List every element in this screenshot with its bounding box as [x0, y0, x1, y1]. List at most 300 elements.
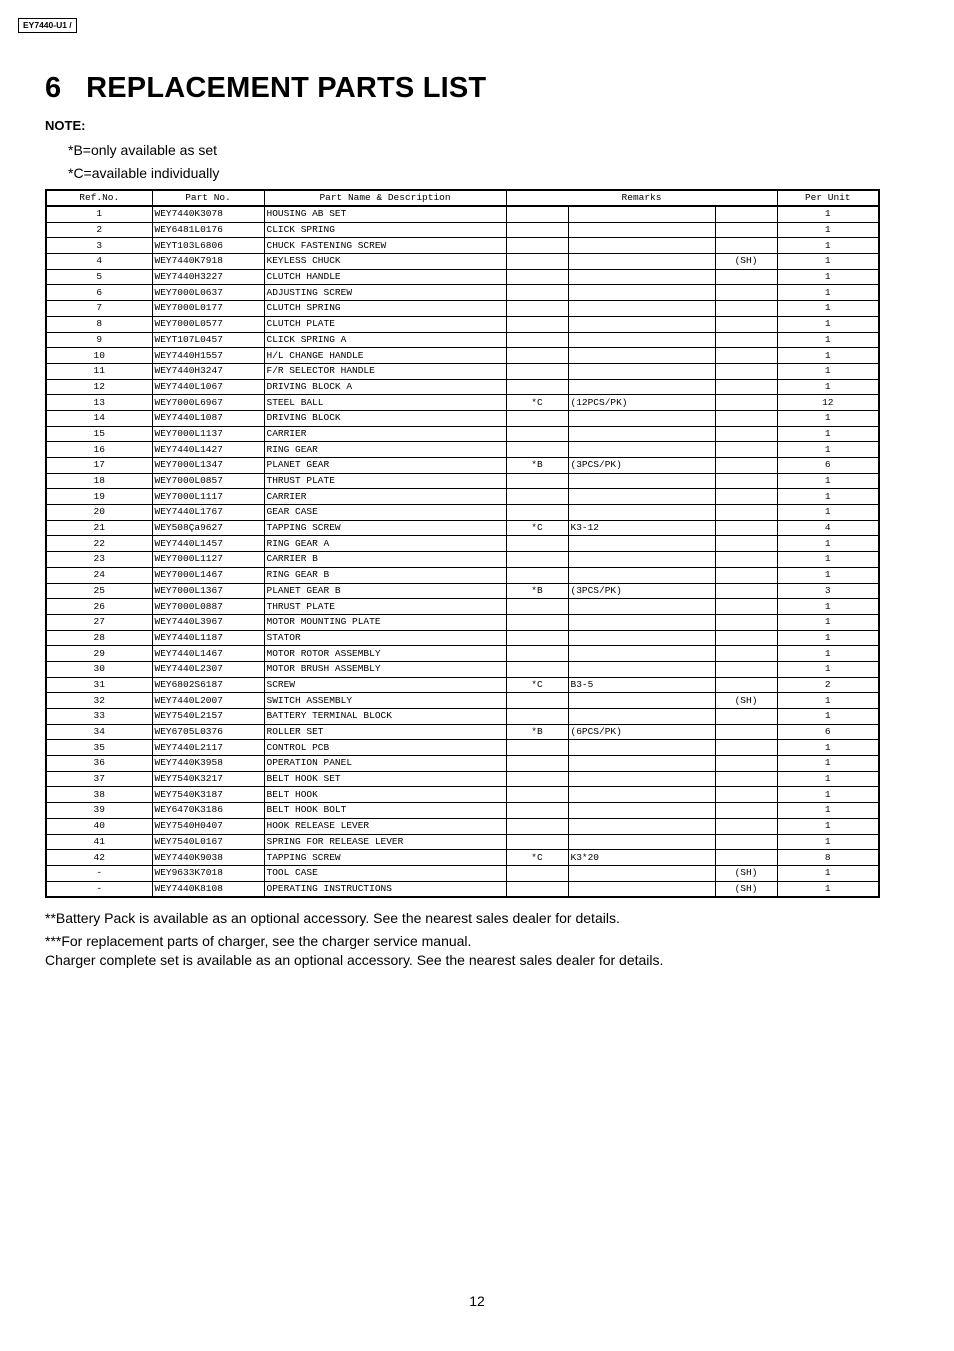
per-unit-cell: 1: [777, 238, 879, 254]
per-unit-cell: 1: [777, 301, 879, 317]
part-name-cell: CLICK SPRING A: [264, 332, 506, 348]
ref-no-cell: 20: [46, 505, 152, 521]
per-unit-cell: 1: [777, 630, 879, 646]
per-unit-cell: 3: [777, 583, 879, 599]
header-ref-no: Ref.No.: [46, 190, 152, 206]
part-name-cell: SPRING FOR RELEASE LEVER: [264, 834, 506, 850]
availability-cell: [506, 881, 568, 897]
availability-cell: [506, 285, 568, 301]
ref-no-cell: 3: [46, 238, 152, 254]
part-no-cell: WEY7440H3227: [152, 269, 264, 285]
part-name-cell: CLUTCH PLATE: [264, 316, 506, 332]
table-row: [46, 285, 879, 301]
sh-mark-cell: [715, 850, 777, 866]
ref-no-cell: 9: [46, 332, 152, 348]
sh-mark-cell: [715, 599, 777, 615]
remark-cell: [568, 222, 715, 238]
part-name-cell: CARRIER: [264, 426, 506, 442]
remark-cell: (12PCS/PK): [568, 395, 715, 411]
remark-cell: [568, 818, 715, 834]
table-row: [46, 756, 879, 772]
sh-mark-cell: [715, 238, 777, 254]
ref-no-cell: -: [46, 865, 152, 881]
remark-cell: [568, 740, 715, 756]
per-unit-cell: 1: [777, 473, 879, 489]
ref-no-cell: 31: [46, 677, 152, 693]
availability-cell: [506, 222, 568, 238]
part-name-cell: PLANET GEAR: [264, 458, 506, 474]
table-row: [46, 426, 879, 442]
table-row: [46, 222, 879, 238]
availability-cell: [506, 206, 568, 222]
remark-cell: [568, 693, 715, 709]
part-no-cell: WEY7440L2007: [152, 693, 264, 709]
table-row: [46, 818, 879, 834]
part-name-cell: RING GEAR B: [264, 567, 506, 583]
sh-mark-cell: [715, 724, 777, 740]
part-name-cell: GEAR CASE: [264, 505, 506, 521]
availability-cell: *C: [506, 850, 568, 866]
per-unit-cell: 1: [777, 505, 879, 521]
table-row: [46, 395, 879, 411]
ref-no-cell: 19: [46, 489, 152, 505]
sh-mark-cell: [715, 740, 777, 756]
part-no-cell: WEY7000L1347: [152, 458, 264, 474]
ref-no-cell: 33: [46, 709, 152, 725]
availability-cell: [506, 473, 568, 489]
sh-mark-cell: [715, 332, 777, 348]
part-name-cell: HOUSING AB SET: [264, 206, 506, 222]
remark-cell: K3*20: [568, 850, 715, 866]
availability-cell: [506, 740, 568, 756]
table-row: [46, 316, 879, 332]
sh-mark-cell: [715, 489, 777, 505]
per-unit-cell: 1: [777, 614, 879, 630]
ref-no-cell: 11: [46, 363, 152, 379]
availability-cell: [506, 536, 568, 552]
table-row: [46, 473, 879, 489]
table-row: [46, 379, 879, 395]
ref-no-cell: 10: [46, 348, 152, 364]
remark-cell: [568, 426, 715, 442]
ref-no-cell: 15: [46, 426, 152, 442]
per-unit-cell: 1: [777, 285, 879, 301]
part-name-cell: TAPPING SCREW: [264, 850, 506, 866]
availability-cell: [506, 269, 568, 285]
section-number: 6: [45, 72, 62, 104]
part-name-cell: H/L CHANGE HANDLE: [264, 348, 506, 364]
part-name-cell: RING GEAR A: [264, 536, 506, 552]
part-name-cell: BELT HOOK SET: [264, 771, 506, 787]
part-no-cell: WEY7440L2117: [152, 740, 264, 756]
part-no-cell: WEY7440L1087: [152, 410, 264, 426]
table-row: [46, 552, 879, 568]
table-row: [46, 410, 879, 426]
remark-cell: [568, 505, 715, 521]
ref-no-cell: 37: [46, 771, 152, 787]
sh-mark-cell: [715, 222, 777, 238]
part-no-cell: WEY7000L0637: [152, 285, 264, 301]
table-row: [46, 363, 879, 379]
ref-no-cell: 29: [46, 646, 152, 662]
part-name-cell: MOTOR MOUNTING PLATE: [264, 614, 506, 630]
part-name-cell: CLUTCH SPRING: [264, 301, 506, 317]
availability-cell: [506, 567, 568, 583]
part-no-cell: WEY6802S6187: [152, 677, 264, 693]
remark-cell: [568, 301, 715, 317]
parts-table: [45, 189, 880, 898]
ref-no-cell: 22: [46, 536, 152, 552]
table-row: [46, 206, 879, 222]
per-unit-cell: 1: [777, 771, 879, 787]
part-no-cell: WEY7440L1187: [152, 630, 264, 646]
table-row: [46, 599, 879, 615]
part-name-cell: KEYLESS CHUCK: [264, 254, 506, 270]
table-header-row: [46, 190, 879, 206]
part-name-cell: PLANET GEAR B: [264, 583, 506, 599]
per-unit-cell: 1: [777, 646, 879, 662]
per-unit-cell: 1: [777, 536, 879, 552]
charger-note-1: ***For replacement parts of charger, see the charger service manual.: [45, 933, 472, 949]
sh-mark-cell: [715, 505, 777, 521]
ref-no-cell: 35: [46, 740, 152, 756]
availability-cell: [506, 630, 568, 646]
availability-cell: [506, 646, 568, 662]
sh-mark-cell: [715, 787, 777, 803]
availability-cell: [506, 489, 568, 505]
per-unit-cell: 1: [777, 834, 879, 850]
sh-mark-cell: [715, 567, 777, 583]
availability-cell: [506, 614, 568, 630]
part-name-cell: CLICK SPRING: [264, 222, 506, 238]
per-unit-cell: 1: [777, 379, 879, 395]
availability-cell: [506, 238, 568, 254]
note-line-b: *B=only available as set: [68, 142, 218, 158]
ref-no-cell: 16: [46, 442, 152, 458]
sh-mark-cell: [715, 661, 777, 677]
part-name-cell: CHUCK FASTENING SCREW: [264, 238, 506, 254]
remark-cell: [568, 269, 715, 285]
remark-cell: [568, 332, 715, 348]
part-no-cell: WEY7440K9038: [152, 850, 264, 866]
remark-cell: [568, 661, 715, 677]
remark-cell: [568, 771, 715, 787]
part-no-cell: WEYT103L6806: [152, 238, 264, 254]
table-row: [46, 865, 879, 881]
part-name-cell: THRUST PLATE: [264, 599, 506, 615]
sh-mark-cell: (SH): [715, 254, 777, 270]
availability-cell: [506, 771, 568, 787]
sh-mark-cell: [715, 536, 777, 552]
part-name-cell: OPERATING INSTRUCTIONS: [264, 881, 506, 897]
part-name-cell: STEEL BALL: [264, 395, 506, 411]
per-unit-cell: 4: [777, 520, 879, 536]
part-name-cell: MOTOR BRUSH ASSEMBLY: [264, 661, 506, 677]
part-name-cell: BELT HOOK: [264, 787, 506, 803]
ref-no-cell: 12: [46, 379, 152, 395]
remark-cell: B3-5: [568, 677, 715, 693]
note-line-c: *C=available individually: [68, 165, 220, 181]
remark-cell: [568, 803, 715, 819]
sh-mark-cell: [715, 709, 777, 725]
ref-no-cell: 36: [46, 756, 152, 772]
availability-cell: *C: [506, 677, 568, 693]
remark-cell: [568, 614, 715, 630]
ref-no-cell: 7: [46, 301, 152, 317]
availability-cell: [506, 709, 568, 725]
table-row: [46, 771, 879, 787]
part-no-cell: WEY7540K3217: [152, 771, 264, 787]
per-unit-cell: 1: [777, 803, 879, 819]
ref-no-cell: 1: [46, 206, 152, 222]
table-row: [46, 254, 879, 270]
header-per-unit: Per Unit: [777, 190, 879, 206]
part-no-cell: WEY7540H0407: [152, 818, 264, 834]
model-tag: EY7440-U1 /: [18, 18, 77, 33]
remark-cell: [568, 709, 715, 725]
sh-mark-cell: [715, 442, 777, 458]
remark-cell: [568, 787, 715, 803]
remark-cell: (6PCS/PK): [568, 724, 715, 740]
per-unit-cell: 1: [777, 332, 879, 348]
ref-no-cell: 32: [46, 693, 152, 709]
availability-cell: [506, 865, 568, 881]
per-unit-cell: 1: [777, 567, 879, 583]
table-row: [46, 850, 879, 866]
sh-mark-cell: [715, 316, 777, 332]
table-row: [46, 536, 879, 552]
remark-cell: [568, 646, 715, 662]
sh-mark-cell: [715, 348, 777, 364]
table-row: [46, 269, 879, 285]
per-unit-cell: 1: [777, 222, 879, 238]
part-name-cell: SWITCH ASSEMBLY: [264, 693, 506, 709]
part-name-cell: DRIVING BLOCK: [264, 410, 506, 426]
part-no-cell: WEY7440K3078: [152, 206, 264, 222]
availability-cell: [506, 834, 568, 850]
table-row: [46, 677, 879, 693]
sh-mark-cell: [715, 677, 777, 693]
per-unit-cell: 12: [777, 395, 879, 411]
part-no-cell: WEY7000L1127: [152, 552, 264, 568]
availability-cell: [506, 599, 568, 615]
charger-note-2: Charger complete set is available as an optional accessory. See the nearest sales dealer for details.: [45, 952, 664, 968]
per-unit-cell: 1: [777, 254, 879, 270]
sh-mark-cell: [715, 379, 777, 395]
remark-cell: [568, 567, 715, 583]
remark-cell: [568, 552, 715, 568]
ref-no-cell: 2: [46, 222, 152, 238]
ref-no-cell: 38: [46, 787, 152, 803]
per-unit-cell: 1: [777, 206, 879, 222]
part-no-cell: WEY6705L0376: [152, 724, 264, 740]
per-unit-cell: 1: [777, 787, 879, 803]
sh-mark-cell: [715, 630, 777, 646]
part-no-cell: WEY508Ça9627: [152, 520, 264, 536]
remark-cell: [568, 630, 715, 646]
table-row: [46, 458, 879, 474]
remark-cell: [568, 363, 715, 379]
table-row: [46, 724, 879, 740]
ref-no-cell: 42: [46, 850, 152, 866]
remark-cell: [568, 473, 715, 489]
availability-cell: [506, 332, 568, 348]
remark-cell: [568, 756, 715, 772]
remark-cell: [568, 881, 715, 897]
table-row: [46, 881, 879, 897]
remark-cell: [568, 254, 715, 270]
part-name-cell: RING GEAR: [264, 442, 506, 458]
table-row: [46, 567, 879, 583]
part-no-cell: WEY7540L0167: [152, 834, 264, 850]
per-unit-cell: 1: [777, 865, 879, 881]
part-no-cell: WEY7000L1137: [152, 426, 264, 442]
sh-mark-cell: [715, 552, 777, 568]
part-no-cell: WEY7540K3187: [152, 787, 264, 803]
part-name-cell: ADJUSTING SCREW: [264, 285, 506, 301]
per-unit-cell: 1: [777, 426, 879, 442]
availability-cell: [506, 426, 568, 442]
sh-mark-cell: [715, 818, 777, 834]
sh-mark-cell: [715, 803, 777, 819]
per-unit-cell: 1: [777, 442, 879, 458]
remark-cell: [568, 285, 715, 301]
sh-mark-cell: [715, 410, 777, 426]
section-title: REPLACEMENT PARTS LIST: [86, 72, 487, 104]
table-row: [46, 442, 879, 458]
sh-mark-cell: [715, 458, 777, 474]
part-no-cell: WEY7000L0577: [152, 316, 264, 332]
part-name-cell: BELT HOOK BOLT: [264, 803, 506, 819]
availability-cell: [506, 348, 568, 364]
ref-no-cell: 39: [46, 803, 152, 819]
remark-cell: [568, 348, 715, 364]
part-name-cell: ROLLER SET: [264, 724, 506, 740]
part-no-cell: WEY7440L1067: [152, 379, 264, 395]
part-name-cell: TAPPING SCREW: [264, 520, 506, 536]
ref-no-cell: 34: [46, 724, 152, 740]
availability-cell: *B: [506, 458, 568, 474]
header-part-no: Part No.: [152, 190, 264, 206]
ref-no-cell: 13: [46, 395, 152, 411]
remark-cell: [568, 410, 715, 426]
per-unit-cell: 1: [777, 709, 879, 725]
availability-cell: [506, 505, 568, 521]
per-unit-cell: 6: [777, 724, 879, 740]
part-no-cell: WEY7440K3958: [152, 756, 264, 772]
availability-cell: *C: [506, 520, 568, 536]
availability-cell: [506, 379, 568, 395]
ref-no-cell: 4: [46, 254, 152, 270]
availability-cell: [506, 787, 568, 803]
availability-cell: [506, 661, 568, 677]
part-name-cell: HOOK RELEASE LEVER: [264, 818, 506, 834]
remark-cell: [568, 865, 715, 881]
ref-no-cell: 8: [46, 316, 152, 332]
ref-no-cell: 28: [46, 630, 152, 646]
per-unit-cell: 1: [777, 363, 879, 379]
per-unit-cell: 1: [777, 756, 879, 772]
sh-mark-cell: [715, 771, 777, 787]
sh-mark-cell: [715, 646, 777, 662]
availability-cell: [506, 363, 568, 379]
part-no-cell: WEY7000L0857: [152, 473, 264, 489]
table-row: [46, 583, 879, 599]
availability-cell: *B: [506, 583, 568, 599]
table-row: [46, 332, 879, 348]
per-unit-cell: 1: [777, 489, 879, 505]
page-title: [45, 72, 486, 105]
sh-mark-cell: (SH): [715, 693, 777, 709]
availability-cell: *C: [506, 395, 568, 411]
remark-cell: [568, 316, 715, 332]
part-no-cell: WEY7000L0177: [152, 301, 264, 317]
per-unit-cell: 2: [777, 677, 879, 693]
remark-cell: [568, 489, 715, 505]
part-no-cell: WEY7440L2307: [152, 661, 264, 677]
table-row: [46, 693, 879, 709]
sh-mark-cell: (SH): [715, 865, 777, 881]
ref-no-cell: 30: [46, 661, 152, 677]
note-label: NOTE:: [45, 118, 86, 133]
sh-mark-cell: [715, 363, 777, 379]
remark-cell: [568, 536, 715, 552]
part-name-cell: THRUST PLATE: [264, 473, 506, 489]
header-part-name: Part Name & Description: [264, 190, 506, 206]
per-unit-cell: 8: [777, 850, 879, 866]
table-row: [46, 661, 879, 677]
part-no-cell: WEY7000L0887: [152, 599, 264, 615]
table-row: [46, 834, 879, 850]
part-no-cell: WEY7000L1117: [152, 489, 264, 505]
availability-cell: [506, 301, 568, 317]
table-row: [46, 803, 879, 819]
per-unit-cell: 6: [777, 458, 879, 474]
sh-mark-cell: [715, 301, 777, 317]
part-name-cell: CARRIER: [264, 489, 506, 505]
per-unit-cell: 1: [777, 269, 879, 285]
part-name-cell: TOOL CASE: [264, 865, 506, 881]
sh-mark-cell: [715, 614, 777, 630]
ref-no-cell: 18: [46, 473, 152, 489]
availability-cell: [506, 818, 568, 834]
table-row: [46, 709, 879, 725]
availability-cell: [506, 442, 568, 458]
sh-mark-cell: [715, 473, 777, 489]
part-no-cell: WEY7000L1467: [152, 567, 264, 583]
part-no-cell: WEY7440K8108: [152, 881, 264, 897]
part-no-cell: WEY7440L1457: [152, 536, 264, 552]
ref-no-cell: 23: [46, 552, 152, 568]
availability-cell: [506, 756, 568, 772]
ref-no-cell: 14: [46, 410, 152, 426]
availability-cell: [506, 803, 568, 819]
per-unit-cell: 1: [777, 881, 879, 897]
part-no-cell: WEY6470K3186: [152, 803, 264, 819]
ref-no-cell: 5: [46, 269, 152, 285]
part-name-cell: SCREW: [264, 677, 506, 693]
table-row: [46, 630, 879, 646]
part-name-cell: CONTROL PCB: [264, 740, 506, 756]
ref-no-cell: 21: [46, 520, 152, 536]
remark-cell: [568, 442, 715, 458]
part-no-cell: WEY7440H1557: [152, 348, 264, 364]
table-row: [46, 348, 879, 364]
per-unit-cell: 1: [777, 740, 879, 756]
page-number: 12: [469, 1293, 485, 1309]
ref-no-cell: 41: [46, 834, 152, 850]
part-name-cell: BATTERY TERMINAL BLOCK: [264, 709, 506, 725]
